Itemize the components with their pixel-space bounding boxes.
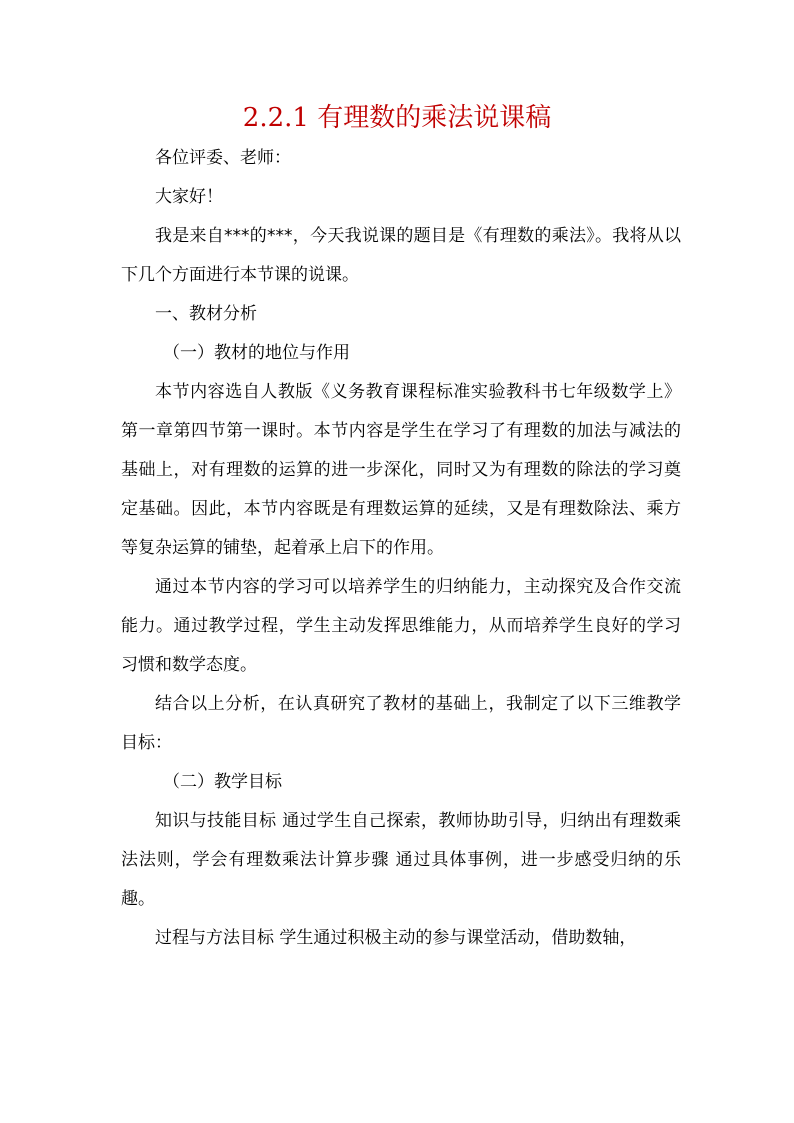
knowledge-goal-paragraph: 知识与技能目标 通过学生自己探索，教师协助引导，归纳出有理数乘法法则，学会有理数乘法计算步骤 通过具体事例，进一步感受归纳的乐趣。 (121, 811, 681, 909)
greeting-paragraph: 各位评委、老师： (155, 148, 291, 168)
ability-paragraph: 通过本节内容的学习可以培养学生的归纳能力，主动探究及合作交流能力。通过教学过程，学生主动发挥思维能力，从而培养学生良好的学习习惯和数学态度。 (121, 577, 681, 675)
subsection-heading: （一）教材的地位与作用 (163, 343, 350, 363)
hello-paragraph: 大家好！ (155, 187, 223, 207)
textbook-position-paragraph: 本节内容选自人教版《义务教育课程标准实验教科书七年级数学上》第一章第四节第一课时。本节内容是学生在学习了有理数的加法与减法的基础上，对有理数的运算的进一步深化，同时又为有理数的除法的学习奠定基础。因此，本节内容既是有理数运算的延续，又是有理数除法、乘方等复杂运算的铺垫，起着承上启下的作用。 (121, 382, 681, 558)
process-goal-paragraph: 过程与方法目标 学生通过积极主动的参与课堂活动，借助数轴， (155, 928, 637, 948)
document-body (121, 139, 681, 958)
document-title: 2.2.1 有理数的乘法说课稿 (242, 103, 552, 133)
section-heading: 一、教材分析 (155, 304, 257, 324)
analysis-summary-paragraph: 结合以上分析，在认真研究了教材的基础上，我制定了以下三维教学目标： (121, 694, 681, 753)
intro-paragraph: 我是来自***的***，今天我说课的题目是《有理数的乘法》。我将从以下几个方面进行本节课的说课。 (121, 226, 681, 285)
subsection-heading: （二）教学目标 (163, 772, 282, 792)
